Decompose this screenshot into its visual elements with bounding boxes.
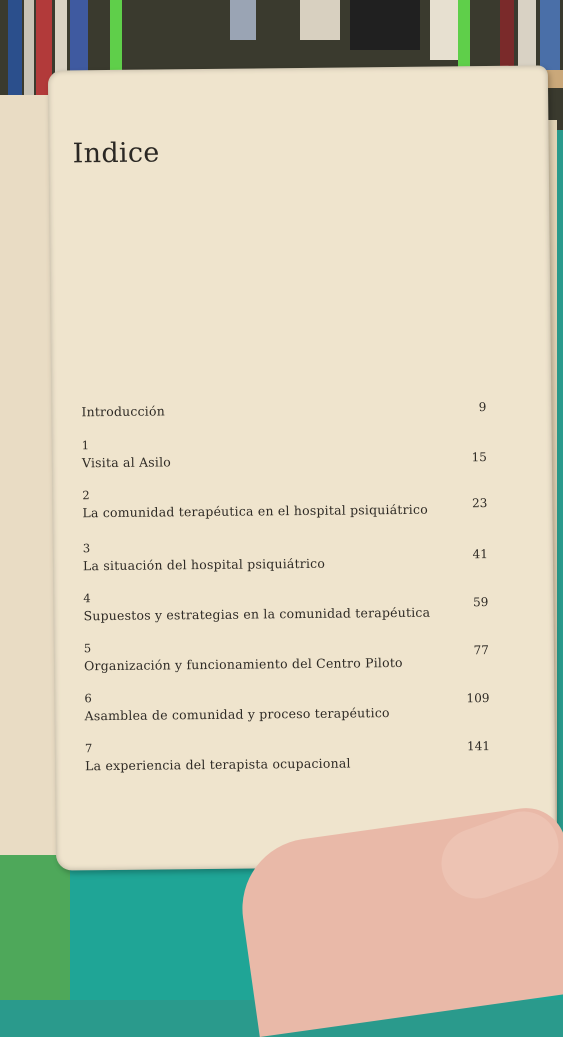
toc-entry-title: La situación del hospital psiquiátrico: [82, 555, 326, 574]
toc-entry-title: Organización y funcionamiento del Centro Piloto: [83, 654, 403, 674]
toc-entry-page: 9: [478, 400, 487, 415]
toc-entry-page: 41: [472, 547, 488, 562]
book-spine: [24, 0, 34, 100]
toc-entry-page: 141: [466, 739, 490, 754]
book-page: [48, 65, 556, 870]
toc-entry-page: 59: [473, 595, 489, 610]
toc-entry: [84, 637, 489, 673]
toc-entry-page: 23: [472, 496, 488, 511]
toc-entry: [82, 434, 487, 470]
toc-entry: [83, 537, 488, 573]
toc-entry-number: 7: [84, 741, 93, 756]
book-spine: [8, 0, 22, 100]
toc-entry: [85, 737, 490, 773]
toc-entry-number: 2: [82, 488, 90, 503]
toc-entry-title: La comunidad terapéutica en el hospital psiquiátrico: [82, 501, 428, 521]
book-spine: [540, 0, 560, 75]
book-spine: [500, 0, 514, 75]
toc-entry: [84, 687, 489, 723]
toc-entry-page: 15: [471, 450, 487, 465]
toc-entry-title: Introducción: [81, 403, 166, 420]
toc-entry: [83, 587, 488, 623]
toc-entry-title: Supuestos y estrategias en la comunidad terapéutica: [83, 604, 431, 624]
book-spine: [518, 0, 536, 75]
green-block: [0, 850, 70, 1000]
toc-entry-title: Visita al Asilo: [81, 454, 172, 471]
toc-entry-number: 6: [84, 691, 92, 706]
toc-entry-page: 77: [473, 643, 489, 658]
toc-entry-page: 109: [466, 691, 490, 706]
toc-entry-number: 3: [82, 541, 91, 556]
toc-entry-title: La experiencia del terapista ocupacional: [85, 755, 351, 774]
toc-entry: [81, 400, 486, 419]
toc-entry-title: Asamblea de comunidad y proceso terapéutico: [84, 705, 390, 724]
toc-entry-number: 5: [83, 641, 92, 656]
toc-entry: [82, 484, 487, 520]
toc-entry-number: 1: [81, 438, 90, 453]
page-title: Indice: [72, 137, 160, 170]
toc-entry-number: 4: [83, 591, 91, 606]
